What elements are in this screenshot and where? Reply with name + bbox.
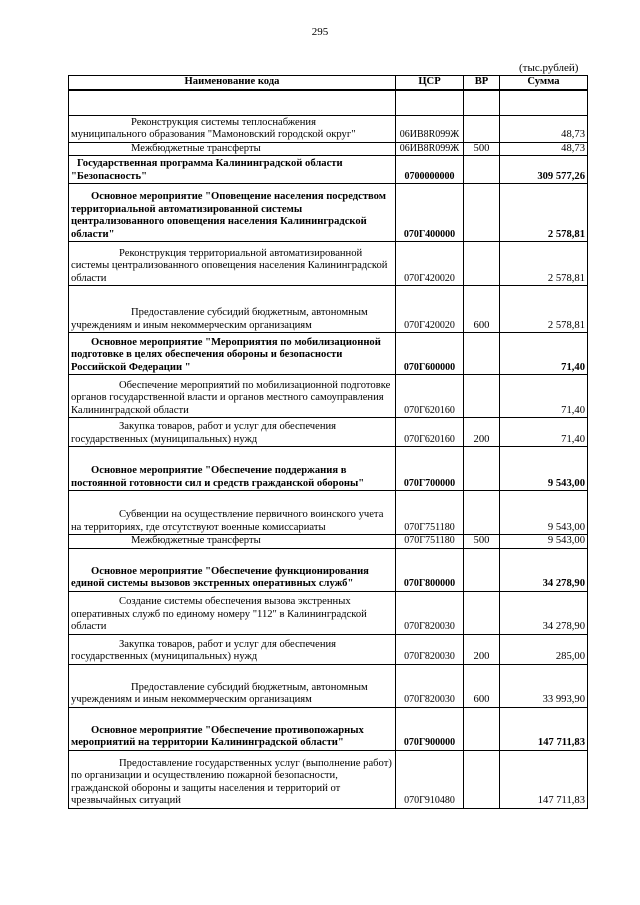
row-sum: 48,73 — [500, 115, 588, 142]
row-vr — [464, 591, 500, 634]
row-vr — [464, 491, 500, 535]
row-vr — [464, 548, 500, 591]
row-sum: 285,00 — [500, 634, 588, 664]
row-name: Межбюджетные трансферты — [69, 535, 396, 549]
row-sum: 34 278,90 — [500, 591, 588, 634]
row-vr — [464, 750, 500, 808]
row-sum: 33 993,90 — [500, 664, 588, 707]
row-vr — [464, 156, 500, 184]
table-row — [69, 142, 588, 156]
row-name: Создание системы обеспечения вызова экстренных оперативных служб по единому номеру "112" в Калининградской области — [69, 591, 396, 634]
row-csr: 0700000000 — [396, 156, 464, 184]
table-row — [69, 548, 588, 591]
row-sum: 2 578,81 — [500, 242, 588, 286]
row-name: Закупка товаров, работ и услуг для обеспечения государственных (муниципальных) нужд — [69, 418, 396, 447]
row-name: Основное мероприятие "Оповещение населения посредством территориальной автоматизированной системы централизованного оповещения населения Калининградской области" — [69, 184, 396, 242]
header-name: Наименование кода — [69, 76, 396, 91]
row-vr — [464, 447, 500, 491]
row-name: Предоставление субсидий бюджетным, автономным учреждениям и иным некоммерческим организациям — [69, 664, 396, 707]
row-sum: 34 278,90 — [500, 548, 588, 591]
row-vr: 600 — [464, 664, 500, 707]
row-csr: 070Г700000 — [396, 447, 464, 491]
row-vr: 500 — [464, 535, 500, 549]
row-name: Реконструкция системы теплоснабжения муниципального образования "Мамоновский городской округ" — [69, 115, 396, 142]
row-csr: 070Г420020 — [396, 242, 464, 286]
row-csr: 06ИВ8R099Ж — [396, 115, 464, 142]
table-row — [69, 184, 588, 242]
table-row — [69, 535, 588, 549]
table-row — [69, 634, 588, 664]
budget-table — [68, 75, 588, 809]
row-vr — [464, 707, 500, 750]
row-csr: 070Г600000 — [396, 333, 464, 375]
table-row — [69, 418, 588, 447]
row-vr: 600 — [464, 286, 500, 333]
row-sum: 2 578,81 — [500, 286, 588, 333]
row-csr: 070Г751180 — [396, 491, 464, 535]
row-csr: 070Г800000 — [396, 548, 464, 591]
row-csr: 070Г820030 — [396, 591, 464, 634]
row-name: Основное мероприятие "Обеспечение функционирования единой системы вызовов экстренных оперативных служб" — [69, 548, 396, 591]
row-sum: 147 711,83 — [500, 707, 588, 750]
row-sum — [500, 90, 588, 115]
row-csr: 06ИВ8R099Ж — [396, 142, 464, 156]
table-row — [69, 286, 588, 333]
row-sum: 71,40 — [500, 375, 588, 418]
row-vr: 200 — [464, 634, 500, 664]
row-sum: 71,40 — [500, 418, 588, 447]
row-sum: 9 543,00 — [500, 491, 588, 535]
row-csr: 070Г900000 — [396, 707, 464, 750]
row-csr: 070Г420020 — [396, 286, 464, 333]
row-name: Предоставление государственных услуг (выполнение работ) по организации и осуществлению пожарной безопасности, гражданской обороны и защиты населения и территорий от чрезвычайных ситуаций — [69, 750, 396, 808]
row-name: Закупка товаров, работ и услуг для обеспечения государственных (муниципальных) нужд — [69, 634, 396, 664]
row-csr — [396, 90, 464, 115]
row-name: Межбюджетные трансферты — [69, 142, 396, 156]
row-csr: 070Г751180 — [396, 535, 464, 549]
row-vr: 500 — [464, 142, 500, 156]
row-vr: 200 — [464, 418, 500, 447]
row-name — [69, 90, 396, 115]
row-sum: 309 577,26 — [500, 156, 588, 184]
row-name: Основное мероприятие "Обеспечение противопожарных мероприятий на территории Калининградской области" — [69, 707, 396, 750]
table-row — [69, 664, 588, 707]
row-name: Субвенции на осуществление первичного воинского учета на территориях, где отсутствуют военные комиссариаты — [69, 491, 396, 535]
row-csr: 070Г820030 — [396, 634, 464, 664]
row-name: Предоставление субсидий бюджетным, автономным учреждениям и иным некоммерческим организациям — [69, 286, 396, 333]
row-csr: 070Г400000 — [396, 184, 464, 242]
row-sum: 9 543,00 — [500, 535, 588, 549]
row-sum: 147 711,83 — [500, 750, 588, 808]
row-sum: 48,73 — [500, 142, 588, 156]
table-row — [69, 591, 588, 634]
row-name: Основное мероприятие "Мероприятия по мобилизационной подготовке в целях обеспечения обороны и безопасности Российской Федерации " — [69, 333, 396, 375]
table-row — [69, 115, 588, 142]
units-label: (тыс.рублей) — [519, 62, 579, 74]
table-row — [69, 375, 588, 418]
row-name: Государственная программа Калининградской области "Безопасность" — [69, 156, 396, 184]
table-row — [69, 707, 588, 750]
row-name: Реконструкция территориальной автоматизированной системы централизованного оповещения населения Калининградской области — [69, 242, 396, 286]
table-row — [69, 447, 588, 491]
row-vr — [464, 184, 500, 242]
table-row — [69, 333, 588, 375]
row-name: Основное мероприятие "Обеспечение поддержания в постоянной готовности сил и средств гражданской обороны" — [69, 447, 396, 491]
row-csr: 070Г620160 — [396, 375, 464, 418]
header-sum: Сумма — [500, 76, 588, 91]
header-csr: ЦСР — [396, 76, 464, 91]
page-number: 295 — [311, 26, 329, 38]
row-name: Обеспечение мероприятий по мобилизационной подготовке органов государственной власти и органов местного самоуправления Калининградской области — [69, 375, 396, 418]
row-sum: 2 578,81 — [500, 184, 588, 242]
header-vr: ВР — [464, 76, 500, 91]
row-vr — [464, 90, 500, 115]
row-csr: 070Г620160 — [396, 418, 464, 447]
row-vr — [464, 333, 500, 375]
row-vr — [464, 115, 500, 142]
row-sum: 9 543,00 — [500, 447, 588, 491]
row-csr: 070Г820030 — [396, 664, 464, 707]
table-row — [69, 242, 588, 286]
row-sum: 71,40 — [500, 333, 588, 375]
row-vr — [464, 375, 500, 418]
table-row — [69, 750, 588, 808]
table-row — [69, 491, 588, 535]
table-header-row — [69, 76, 588, 91]
table-row — [69, 90, 588, 115]
row-vr — [464, 242, 500, 286]
row-csr: 070Г910480 — [396, 750, 464, 808]
table-row — [69, 156, 588, 184]
